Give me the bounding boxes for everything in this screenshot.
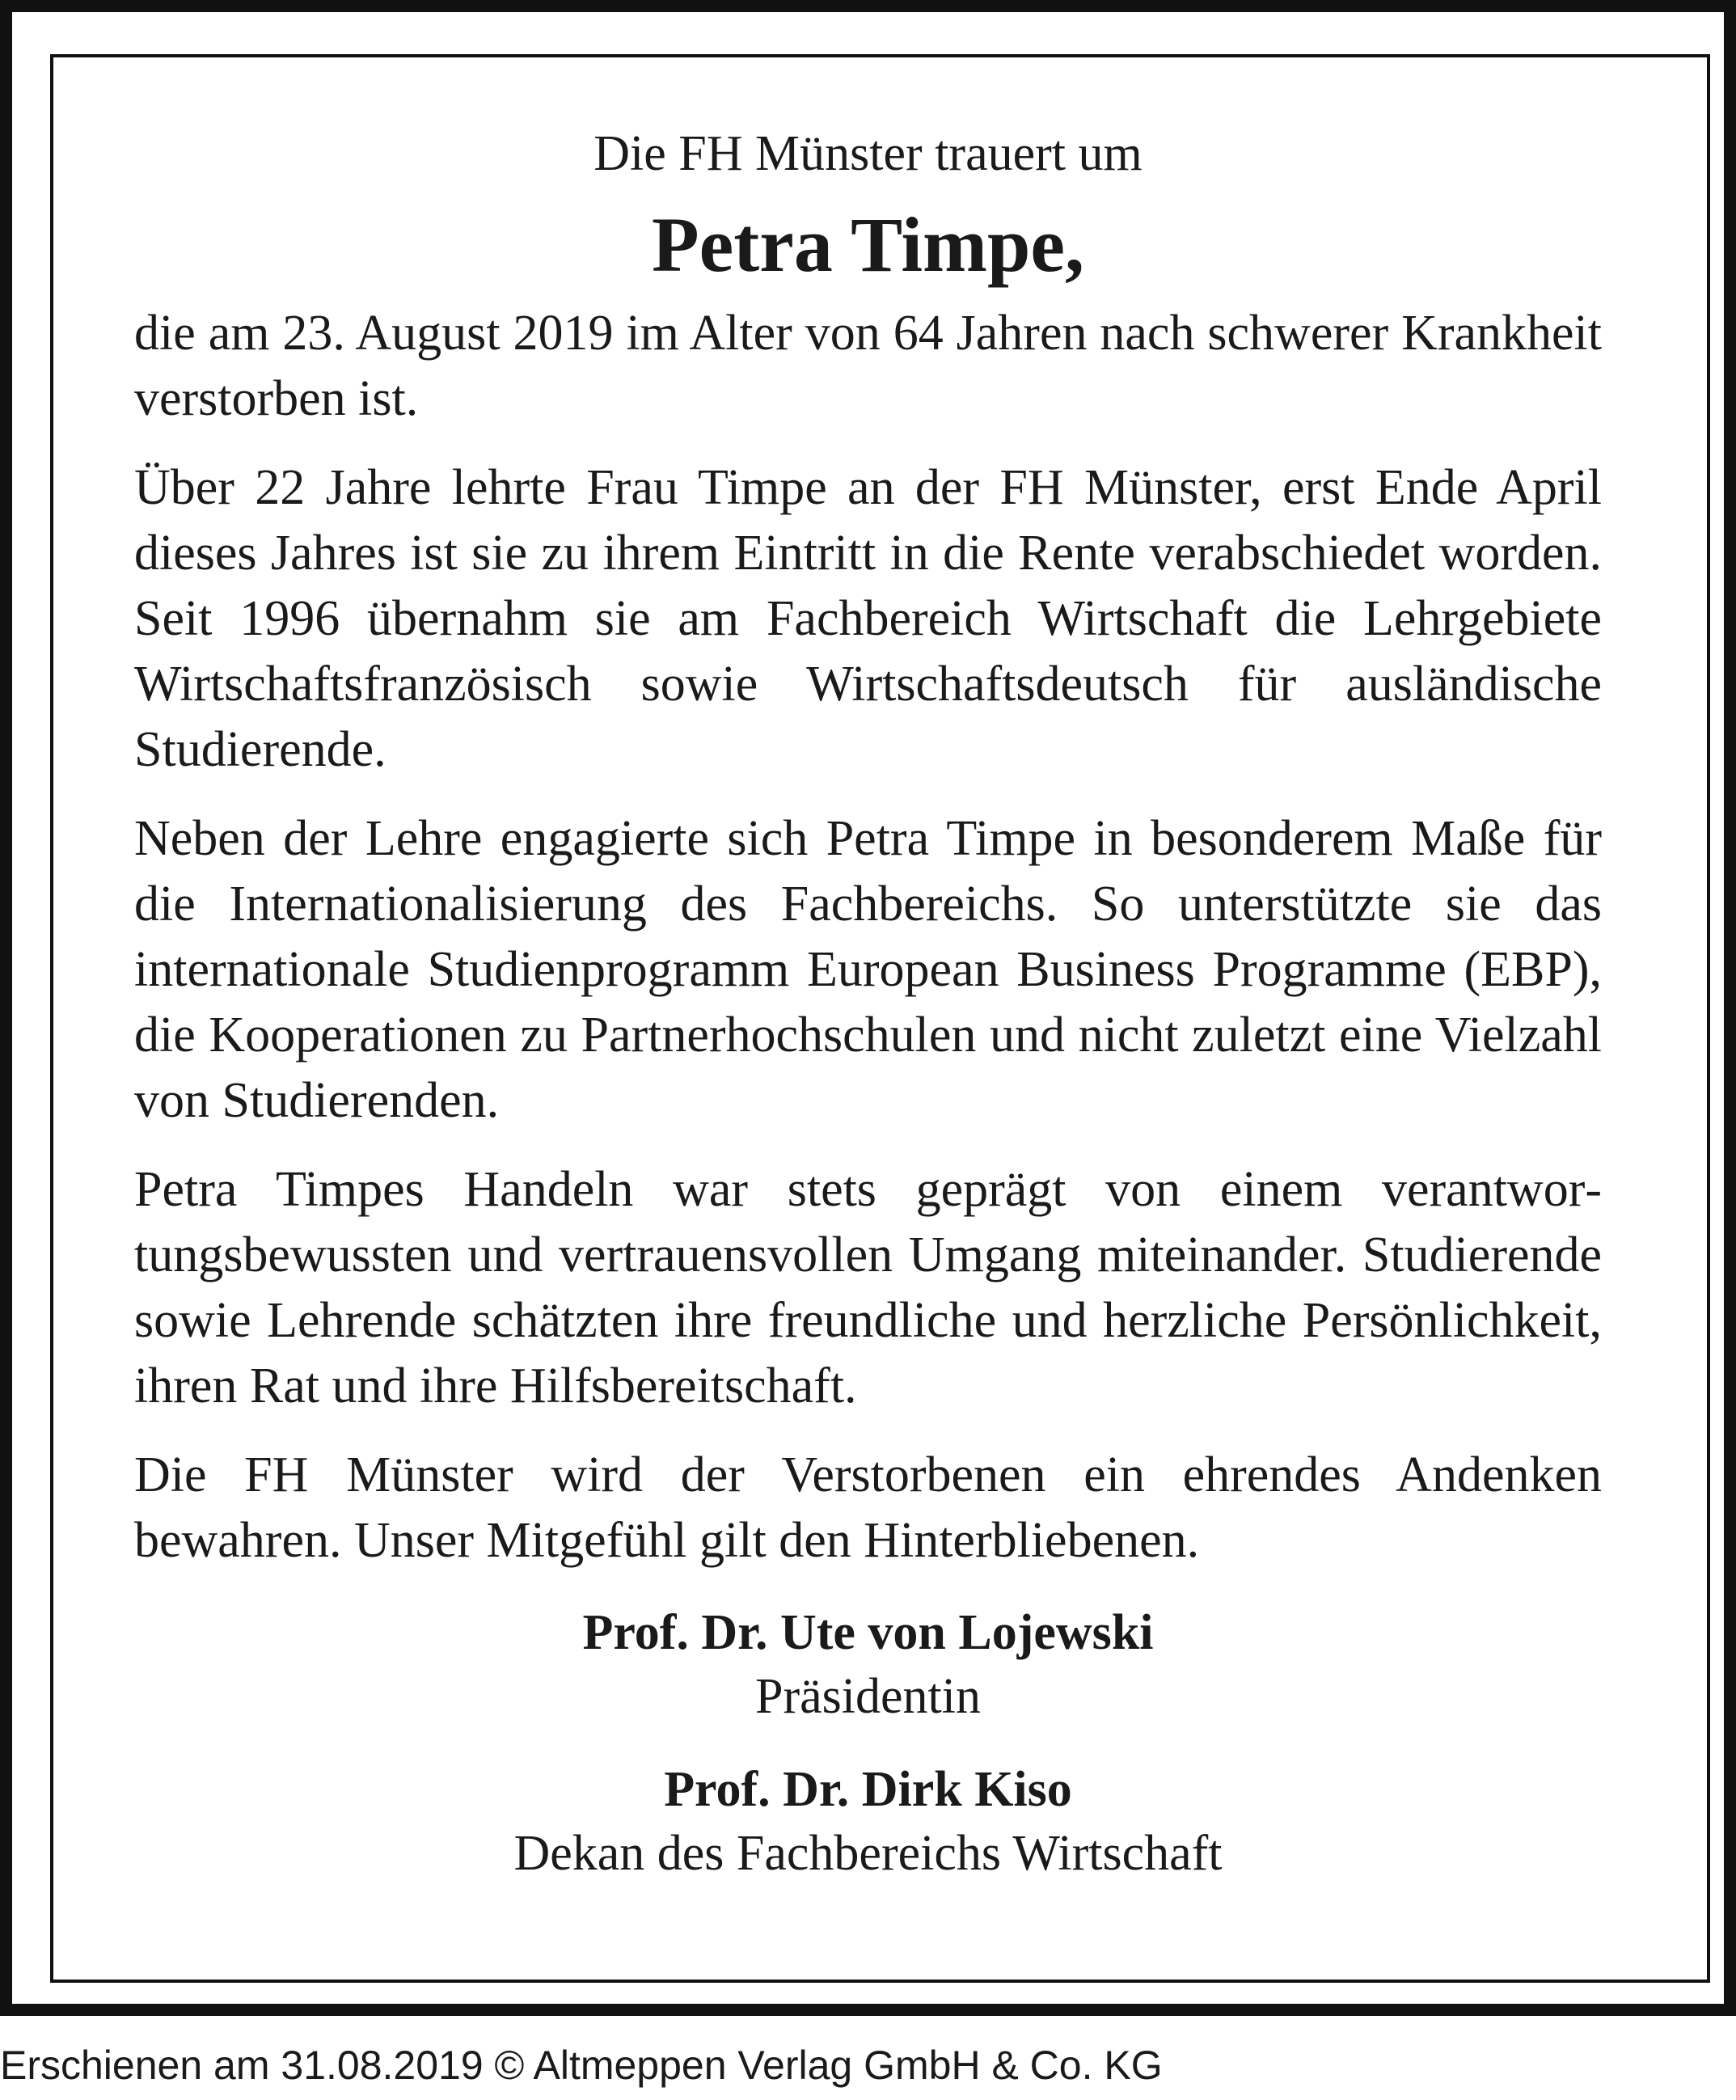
signatory-name: Prof. Dr. Ute von Lojewski [582, 1605, 1154, 1660]
paragraph-engagement: Neben der Lehre engagierte sich Petra Timpe in besonderem Maße für die Internationalisierung des Fachbereichs. So unterstützte sie das internationale Studienprogramm European Business Programme (EBP), die Kooperationen zu Partnerhochschulen und nicht zuletzt eine Vielzahl von Studierenden. [134, 811, 1602, 1128]
intro-line: Die FH Münster trauert um [593, 126, 1143, 181]
deceased-name: Petra Timpe, [651, 201, 1085, 288]
publication-footer: Erschienen am 31.08.2019 © Altmeppen Verlag GmbH & Co. KG [0, 2043, 1163, 2088]
signatory-role: Dekan des Fachbereichs Wirtschaft [513, 1826, 1223, 1881]
signatory-role: Präsidentin [755, 1669, 981, 1724]
paragraph-condolence: Die FH Münster wird der Verstorbenen ein ehrendes Andenken bewahren. Unser Mitgefühl gilt den Hinterbliebenen. [134, 1447, 1602, 1568]
obituary-content [134, 121, 1602, 1886]
paragraph-career: Über 22 Jahre lehrte Frau Timpe an der FH Münster, erst Ende April dieses Jahres ist sie zu ihrem Eintritt in die Rente verabschiedet worden. Seit 1996 übernahm sie am Fachbereich Wirtschaft die Lehrgebiete Wirtschaftsfranzösisch sowie Wirtschaftsdeutsch für ausländische Studierende. [134, 460, 1602, 777]
paragraph-character: Petra Timpes Handeln war stets geprägt von einem verantwortungsbewussten und vertrauensvollen Umgang miteinander. Studierende sowie Lehrende schätzten ihre freundliche und herzliche Persönlichkeit, ihren Rat und ihre Hilfsbereitschaft. [134, 1162, 1602, 1413]
paragraph-death-notice: die am 23. August 2019 im Alter von 64 Jahren nach schwerer Krankheit verstorben ist. [134, 306, 1602, 426]
signatory-name: Prof. Dr. Dirk Kiso [664, 1762, 1072, 1817]
signatory-dean [134, 1758, 1602, 1886]
signatory-president [134, 1601, 1602, 1729]
